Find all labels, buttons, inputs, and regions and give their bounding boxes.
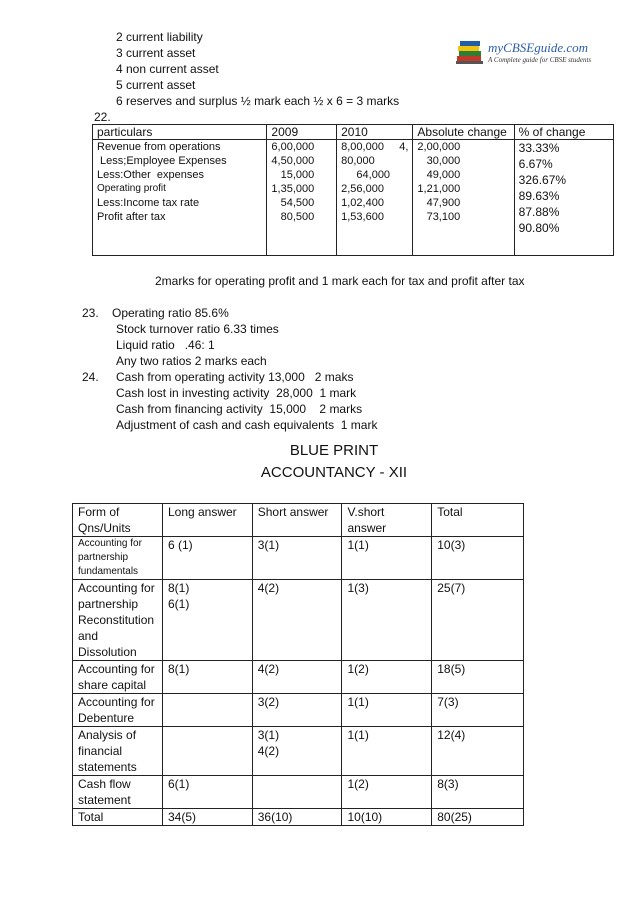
table-cell: 8,00,000 4, — [341, 141, 409, 153]
table-cell: 1(2) — [342, 776, 432, 809]
table-cell: 8(1) 6(1) — [162, 580, 252, 661]
table-cell: 1(2) — [342, 661, 432, 694]
table-cell: Revenue from operations — [97, 141, 221, 153]
table-cell: 1(3) — [342, 580, 432, 661]
answer-line: Stock turnover ratio 6.33 times — [116, 322, 279, 336]
blueprint-subtitle: ACCOUNTANCY - XII — [260, 464, 408, 481]
abs-change-cell — [413, 140, 514, 256]
table-row — [73, 694, 524, 727]
table-cell: 49,000 — [417, 169, 461, 181]
table-cell: 1(1) — [342, 537, 432, 580]
table-cell: Analysis of financial statements — [73, 727, 163, 776]
blueprint-table — [72, 503, 524, 826]
table-cell: 4,50,000 — [271, 155, 315, 167]
table-cell: Accounting for Debenture — [73, 694, 163, 727]
question-number: 23. — [82, 306, 99, 320]
table-cell: Accounting for partnership Reconstitution and Dissolution — [73, 580, 163, 661]
table-cell: 6(1) — [162, 776, 252, 809]
logo — [456, 38, 592, 70]
table-header: Total — [432, 504, 524, 537]
pct-change-cell — [514, 140, 613, 256]
table-cell: Less:Other expenses — [97, 169, 205, 181]
table-cell: 8(3) — [432, 776, 524, 809]
table-cell: 2,00,000 — [417, 141, 461, 153]
table-cell: 1,53,600 — [341, 211, 384, 223]
table-cell: 1(1) — [342, 694, 432, 727]
table-row — [73, 809, 524, 826]
table-cell: Cash flow statement — [73, 776, 163, 809]
table-cell: 6.67% — [518, 157, 553, 171]
top-list-item: 5 current asset — [116, 78, 196, 92]
table-cell: 47,900 — [417, 197, 461, 209]
table-cell: 4(2) — [252, 661, 342, 694]
table-cell: 54,500 — [271, 197, 315, 209]
table-cell: 6,00,000 — [271, 141, 315, 153]
table-cell: 8(1) — [162, 661, 252, 694]
table-cell: 64,000 — [341, 169, 391, 181]
table-row — [73, 661, 524, 694]
q22-marking-note: 2marks for operating profit and 1 mark each for tax and profit after tax — [155, 274, 525, 288]
table-cell: Accounting for partnership fundamentals — [73, 537, 163, 580]
table-cell: 80,000 — [341, 155, 375, 167]
top-list-item: 3 current asset — [116, 46, 196, 60]
table-cell: 89.63% — [518, 189, 560, 203]
table-cell: 18(5) — [432, 661, 524, 694]
table-header: Short answer — [252, 504, 342, 537]
table-row — [73, 727, 524, 776]
table-cell: 15,000 — [271, 169, 315, 181]
table-header: particulars — [93, 125, 267, 140]
table-cell: 4(2) — [252, 580, 342, 661]
table-cell — [162, 727, 252, 776]
table-cell: 1,02,400 — [341, 197, 384, 209]
logo-brand: myCBSEguide.com — [488, 40, 589, 55]
table-cell: 1(1) — [342, 727, 432, 776]
table-cell: 10(3) — [432, 537, 524, 580]
logo-tagline: A Complete guide for CBSE students — [488, 56, 592, 64]
table-header: Absolute change — [413, 125, 514, 140]
table-cell: 3(1) 4(2) — [252, 727, 342, 776]
table-cell: 25(7) — [432, 580, 524, 661]
table-header: % of change — [514, 125, 613, 140]
q22-table — [92, 124, 614, 256]
table-cell: 12(4) — [432, 727, 524, 776]
table-cell: Operating profit — [97, 183, 166, 194]
table-cell — [252, 776, 342, 809]
top-list-item: 6 reserves and surplus ½ mark each ½ x 6 = 3 marks — [116, 94, 400, 108]
table-cell: 36(10) — [252, 809, 342, 826]
particulars-cell — [93, 140, 267, 256]
table-cell: Profit after tax — [97, 211, 166, 223]
y2010-cell — [337, 140, 413, 256]
table-row — [73, 537, 524, 580]
table-header: 2010 — [337, 125, 413, 140]
table-cell: 2,56,000 — [341, 183, 384, 195]
table-cell: 80(25) — [432, 809, 524, 826]
books-icon — [456, 40, 484, 66]
table-cell: 80,500 — [271, 211, 315, 223]
table-cell: 87.88% — [518, 205, 560, 219]
table-cell: 326.67% — [518, 173, 567, 187]
y2009-cell — [267, 140, 337, 256]
table-cell: 33.33% — [518, 141, 560, 155]
table-cell: Total — [73, 809, 163, 826]
table-cell: Less:Income tax rate — [97, 197, 200, 209]
table-cell: 3(2) — [252, 694, 342, 727]
answer-line: Cash from operating activity 13,000 2 maks — [116, 370, 354, 384]
top-list-item: 2 current liability — [116, 30, 203, 44]
table-cell: 90.80% — [518, 221, 560, 235]
question-number: 24. — [82, 370, 99, 384]
answer-line: Cash lost in investing activity 28,000 1 mark — [116, 386, 357, 400]
answer-line: Adjustment of cash and cash equivalents 1 mark — [116, 418, 378, 432]
table-cell: Accounting for share capital — [73, 661, 163, 694]
table-header: V.short answer — [342, 504, 432, 537]
table-cell — [162, 694, 252, 727]
table-cell: 1,35,000 — [271, 183, 315, 195]
top-list-item: 4 non current asset — [116, 62, 219, 76]
blueprint-title: BLUE PRINT — [289, 442, 379, 459]
answer-line: Operating ratio 85.6% — [112, 306, 229, 320]
table-cell: Less;Employee Expenses — [97, 155, 227, 167]
table-header: 2009 — [267, 125, 337, 140]
table-cell: 34(5) — [162, 809, 252, 826]
table-cell: 6 (1) — [162, 537, 252, 580]
table-header: Form of Qns/Units — [73, 504, 163, 537]
table-cell: 1,21,000 — [417, 183, 461, 195]
table-cell: 73,100 — [417, 211, 461, 223]
table-row — [73, 580, 524, 661]
table-cell: 30,000 — [417, 155, 461, 167]
question-number: 22. — [94, 110, 111, 124]
table-cell: 10(10) — [342, 809, 432, 826]
table-cell: 7(3) — [432, 694, 524, 727]
table-cell: 3(1) — [252, 537, 342, 580]
table-row — [73, 776, 524, 809]
answer-line: Any two ratios 2 marks each — [116, 354, 267, 368]
answer-line: Cash from financing activity 15,000 2 marks — [116, 402, 363, 416]
table-header: Long answer — [162, 504, 252, 537]
answer-line: Liquid ratio .46: 1 — [116, 338, 215, 352]
